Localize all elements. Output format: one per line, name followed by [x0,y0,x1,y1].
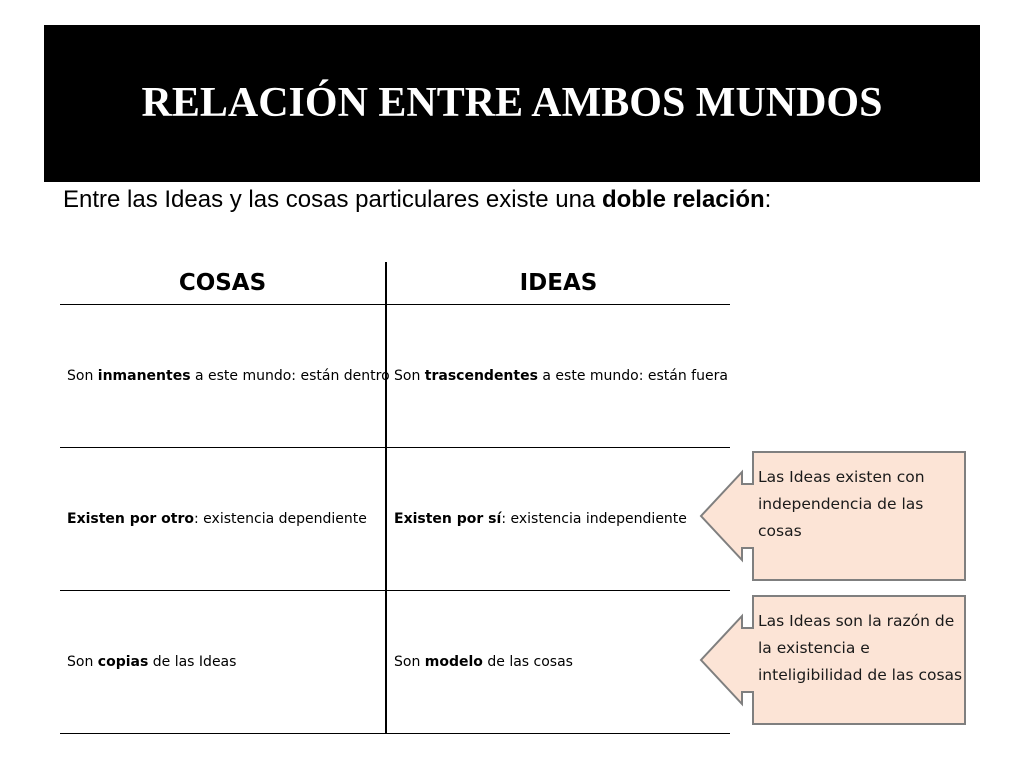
cell-text: a este mundo: están dentro [190,368,390,384]
intro-prefix: Entre las Ideas y las cosas particulares existe una [63,186,602,213]
table-row [60,305,730,448]
callout-line: Las Ideas existen con [758,468,925,486]
cell-ideas [386,305,730,448]
callout-line: Las Ideas son la razón de [758,612,955,630]
callout-line: inteligibilidad de las cosas [758,666,963,684]
cell-ideas [386,591,730,734]
callout-line: cosas [758,522,802,540]
cell-ideas [386,448,730,591]
callout-line: la existencia e [758,639,870,657]
header-ideas: IDEAS [386,262,730,305]
cell-cosas [60,305,390,448]
cell-text: : existencia dependiente [194,511,367,527]
cell-bold: Existen por otro [67,511,195,527]
title-band [44,25,980,182]
callout-reason [698,594,968,726]
table-row [60,591,730,734]
cell-text: de las Ideas [148,654,237,670]
intro-emphasis: doble relación [601,186,765,213]
cell-text: a este mundo: están fuera [537,368,728,384]
table-header-row [60,262,730,305]
cell-bold: trascendentes [424,368,538,384]
cell-bold: copias [97,654,149,670]
cell-text: : existencia independiente [501,511,687,527]
cell-bold: Existen por sí [394,511,502,527]
page-title: RELACIÓN ENTRE AMBOS MUNDOS [141,80,883,126]
callout-independence [698,450,968,582]
header-cosas: COSAS [60,262,386,305]
cell-cosas [60,591,386,734]
cell-text: de las cosas [482,654,573,670]
cell-bold: inmanentes [97,368,191,384]
cell-text: Son [67,654,98,670]
comparison-table [60,262,730,734]
cell-cosas [60,448,386,591]
intro-text [63,185,771,215]
table-row [60,448,730,591]
callout-line: independencia de las [758,495,924,513]
cell-text: Son [394,654,425,670]
cell-text: Son [394,368,425,384]
cell-text: Son [67,368,98,384]
cell-bold: modelo [424,654,483,670]
intro-suffix: : [764,186,772,213]
